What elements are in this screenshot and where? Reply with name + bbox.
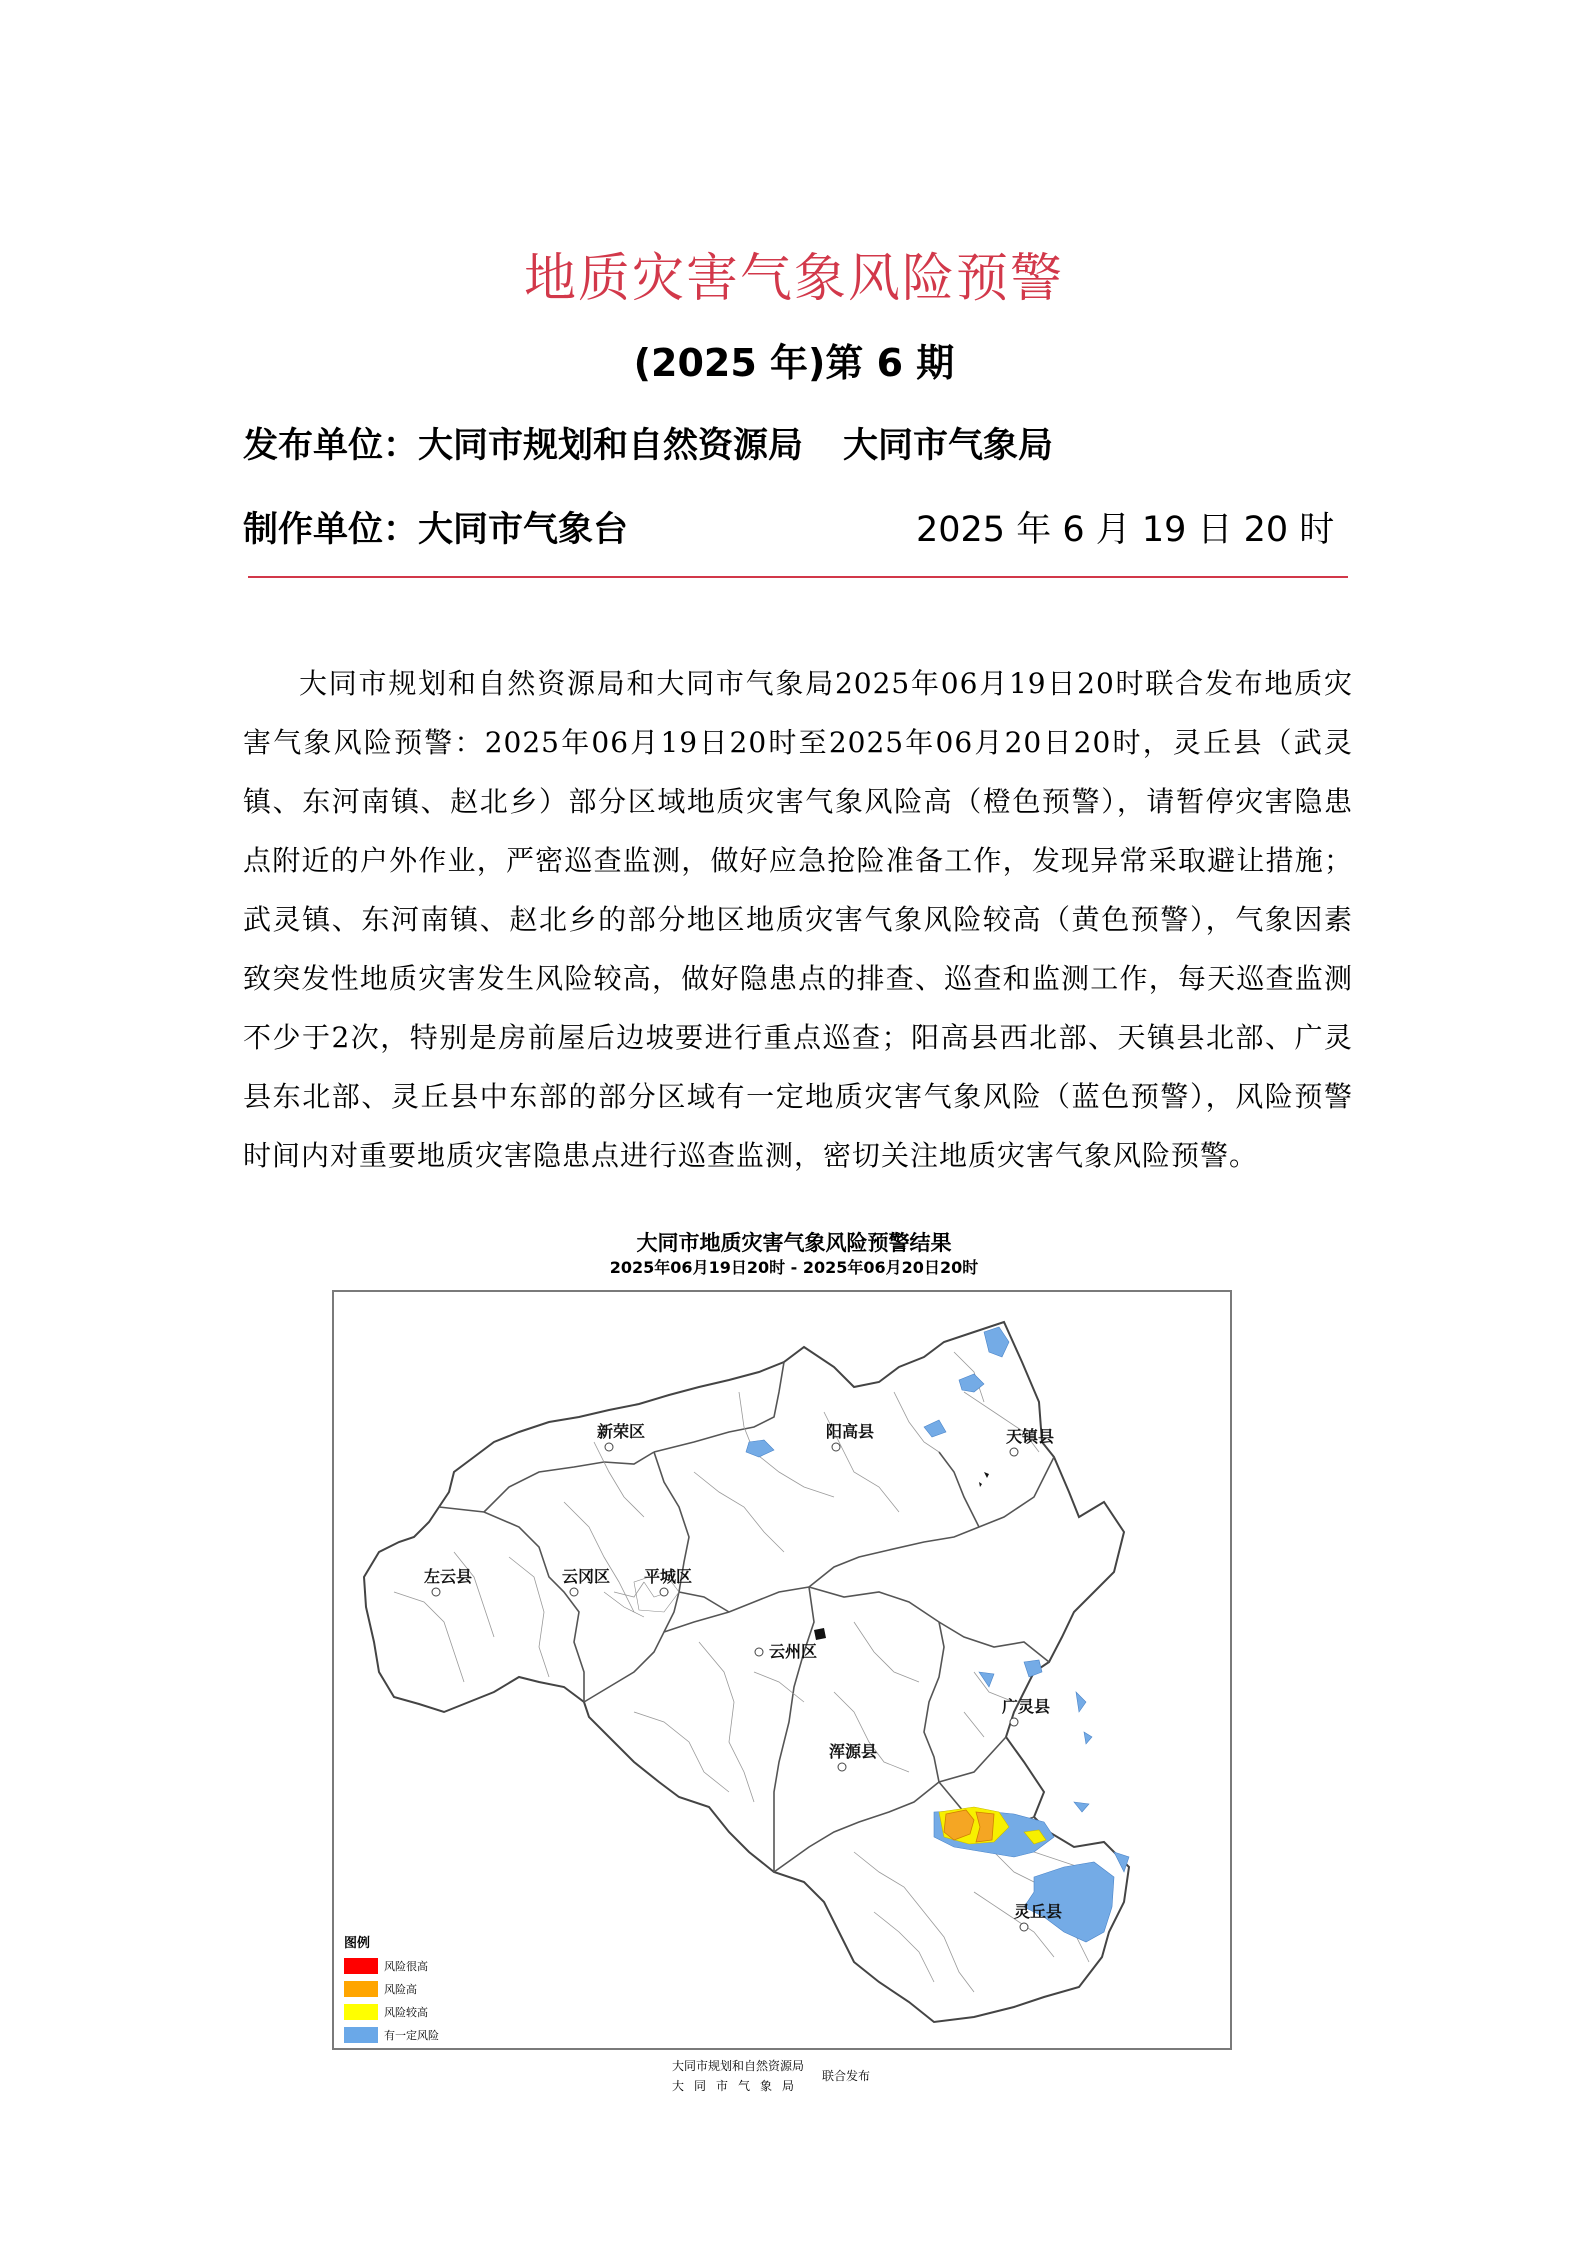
publisher-line [243, 418, 1053, 468]
map-footer [672, 2056, 870, 2096]
producer-label: 制作单位： [243, 510, 419, 550]
legend-label: 有一定风险 [384, 2029, 439, 2042]
producer: 大同市气象台 [418, 510, 629, 550]
label-yanggao: 阳高县 [826, 1422, 875, 1441]
legend-swatch [344, 2004, 378, 2020]
risk-map-canvas [334, 1292, 1230, 2048]
document-title: 地质灾害气象风险预警 [523, 249, 1064, 309]
legend-item-higher [344, 2003, 439, 2021]
label-guangling: 广灵县 [1002, 1697, 1051, 1716]
footer-agency-2: 大同市气象局 [672, 2079, 805, 2093]
issue-number: (2025 年)第 6 期 [633, 341, 955, 385]
legend-item-very-high [344, 1957, 439, 1975]
footer-joint: 联合发布 [822, 2069, 871, 2083]
label-xinrong: 新荣区 [597, 1422, 646, 1441]
legend-label: 风险很高 [384, 1960, 428, 1973]
publisher-1: 大同市规划和自然资源局 [418, 426, 804, 466]
legend-title: 图例 [344, 1936, 371, 1951]
label-zuoyun: 左云县 [424, 1567, 473, 1586]
label-yunzhou: 云州区 [769, 1642, 818, 1661]
publisher-2: 大同市气象局 [843, 426, 1054, 466]
publisher-label: 发布单位： [243, 426, 419, 466]
header-divider [248, 576, 1348, 578]
legend-label: 风险高 [384, 1983, 417, 1996]
legend-item-some [344, 2026, 439, 2044]
warning-paragraph: 大同市规划和自然资源局和大同市气象局2025年06月19日20时联合发布地质灾害气象风险预警：2025年06月19日20时至2025年06月20日20时，灵丘县（武灵镇、东河南镇、赵北乡）部分区域地质灾害气象风险高（橙色预警），请暂停灾害隐患点附近的户外作业，严密巡查监测，做好应急抢险准备工作，发现异常采取避让措施；武灵镇、东河南镇、赵北乡的部分地区地质灾害气象风险较高（黄色预警），气象因素致突发性地质灾害发生风险较高，做好隐患点的排查、巡查和监测工作，每天巡查监测不少于2次，特别是房前屋后边坡要进行重点巡查；阳高县西北部、天镇县北部、广灵县东北部、灵丘县中东部的部分区域有一定地质灾害气象风险（蓝色预警），风险预警时间内对重要地质灾害隐患点进行巡查监测，密切关注地质灾害气象风险预警。 [243, 667, 1353, 1172]
risk-map [332, 1290, 1232, 2050]
label-yungang: 云冈区 [562, 1567, 611, 1586]
label-lingqiu: 灵丘县 [1014, 1902, 1063, 1921]
legend-swatch [344, 1981, 378, 1997]
label-tianzhen: 天镇县 [1006, 1427, 1055, 1446]
map-legend [344, 1932, 439, 2049]
label-pingcheng: 平城区 [644, 1567, 693, 1586]
producer-line [243, 502, 628, 552]
map-title: 大同市地质灾害气象风险预警结果 [636, 1230, 952, 1255]
label-hunyuan: 浑源县 [829, 1742, 878, 1761]
map-subtitle: 2025年06月19日20时 - 2025年06月20日20时 [609, 1258, 979, 1277]
legend-item-high [344, 1980, 439, 1998]
legend-label: 风险较高 [384, 2006, 428, 2019]
issue-datetime: 2025 年 6 月 19 日 20 时 [916, 510, 1335, 550]
legend-swatch [344, 2027, 378, 2043]
footer-agency-1: 大同市规划和自然资源局 [672, 2059, 805, 2073]
dark-patch [814, 1628, 826, 1640]
legend-swatch [344, 1958, 378, 1974]
